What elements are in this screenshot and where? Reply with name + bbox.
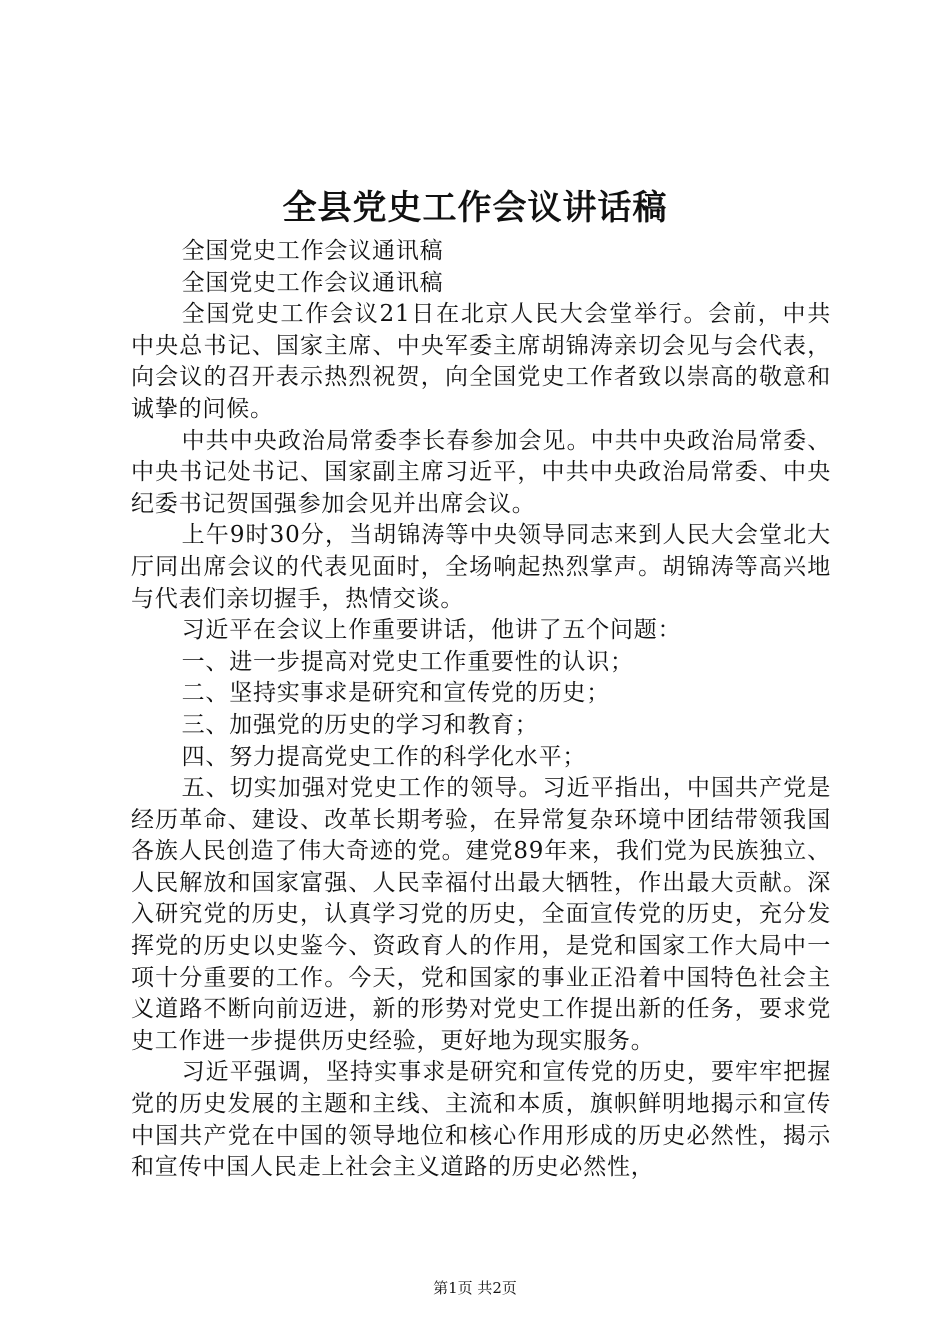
list-item: 一、进一步提高对党史工作重要性的认识； xyxy=(181,648,634,675)
paragraph: 全国党史工作会议21日在北京人民大会堂举行。会前，中共中央总书记、国家主席、中央军委主席胡锦涛亲切会见与会代表，向会议的召开表示热烈祝贺，向全国党史工作者致以崇高的敬意和诚挚的问候。 xyxy=(131,301,831,422)
paragraph: 全国党史工作会议通讯稿 xyxy=(181,269,444,296)
list-item: 三、加强党的历史的学习和教育； xyxy=(181,711,539,738)
list-item: 四、努力提高党史工作的科学化水平； xyxy=(181,743,587,770)
list-item: 二、坚持实事求是研究和宣传党的历史； xyxy=(181,680,610,707)
paragraph: 上午9时30分，当胡锦涛等中央领导同志来到人民大会堂北大厅同出席会议的代表见面时，全场响起热烈掌声。胡锦涛等高兴地与代表们亲切握手，热情交谈。 xyxy=(131,522,831,612)
paragraph: 习近平强调，坚持实事求是研究和宣传党的历史，要牢牢把握党的历史发展的主题和主线、主流和本质，旗帜鲜明地揭示和宣传中国共产党在中国的领导地位和核心作用形成的历史必然性，揭示和宣传中国人民走上社会主义道路的历史必然性， xyxy=(131,1059,831,1181)
page-number-footer: 第1页 共2页 xyxy=(433,1279,517,1297)
list-item: 五、切实加强对党史工作的领导。习近平指出，中国共产党是经历革命、建设、改革长期考验，在异常复杂环境中团结带领我国各族人民创造了伟大奇迹的党。建党89年来，我们党为民族独立、人民解放和国家富强、人民幸福付出最大牺牲，作出最大贡献。深入研究党的历史，认真学习党的历史，全面宣传党的历史，充分发挥党的历史以史鉴今、资政育人的作用，是党和国家工作大局中一项十分重要的工作。今天，党和国家的事业正沿着中国特色社会主义道路不断向前迈进，新的形势对党史工作提出新的任务，要求党史工作进一步提供历史经验，更好地为现实服务。 xyxy=(131,775,831,1054)
paragraph: 全国党史工作会议通讯稿 xyxy=(181,238,444,264)
paragraph: 习近平在会议上作重要讲话，他讲了五个问题： xyxy=(181,617,682,644)
paragraph: 中共中央政治局常委李长春参加会见。中共中央政治局常委、中央书记处书记、国家副主席习近平，中共中央政治局常委、中央纪委书记贺国强参加会见并出席会议。 xyxy=(131,427,831,517)
document-body xyxy=(131,236,831,1184)
document-title: 全县党史工作会议讲话稿 xyxy=(282,188,668,228)
